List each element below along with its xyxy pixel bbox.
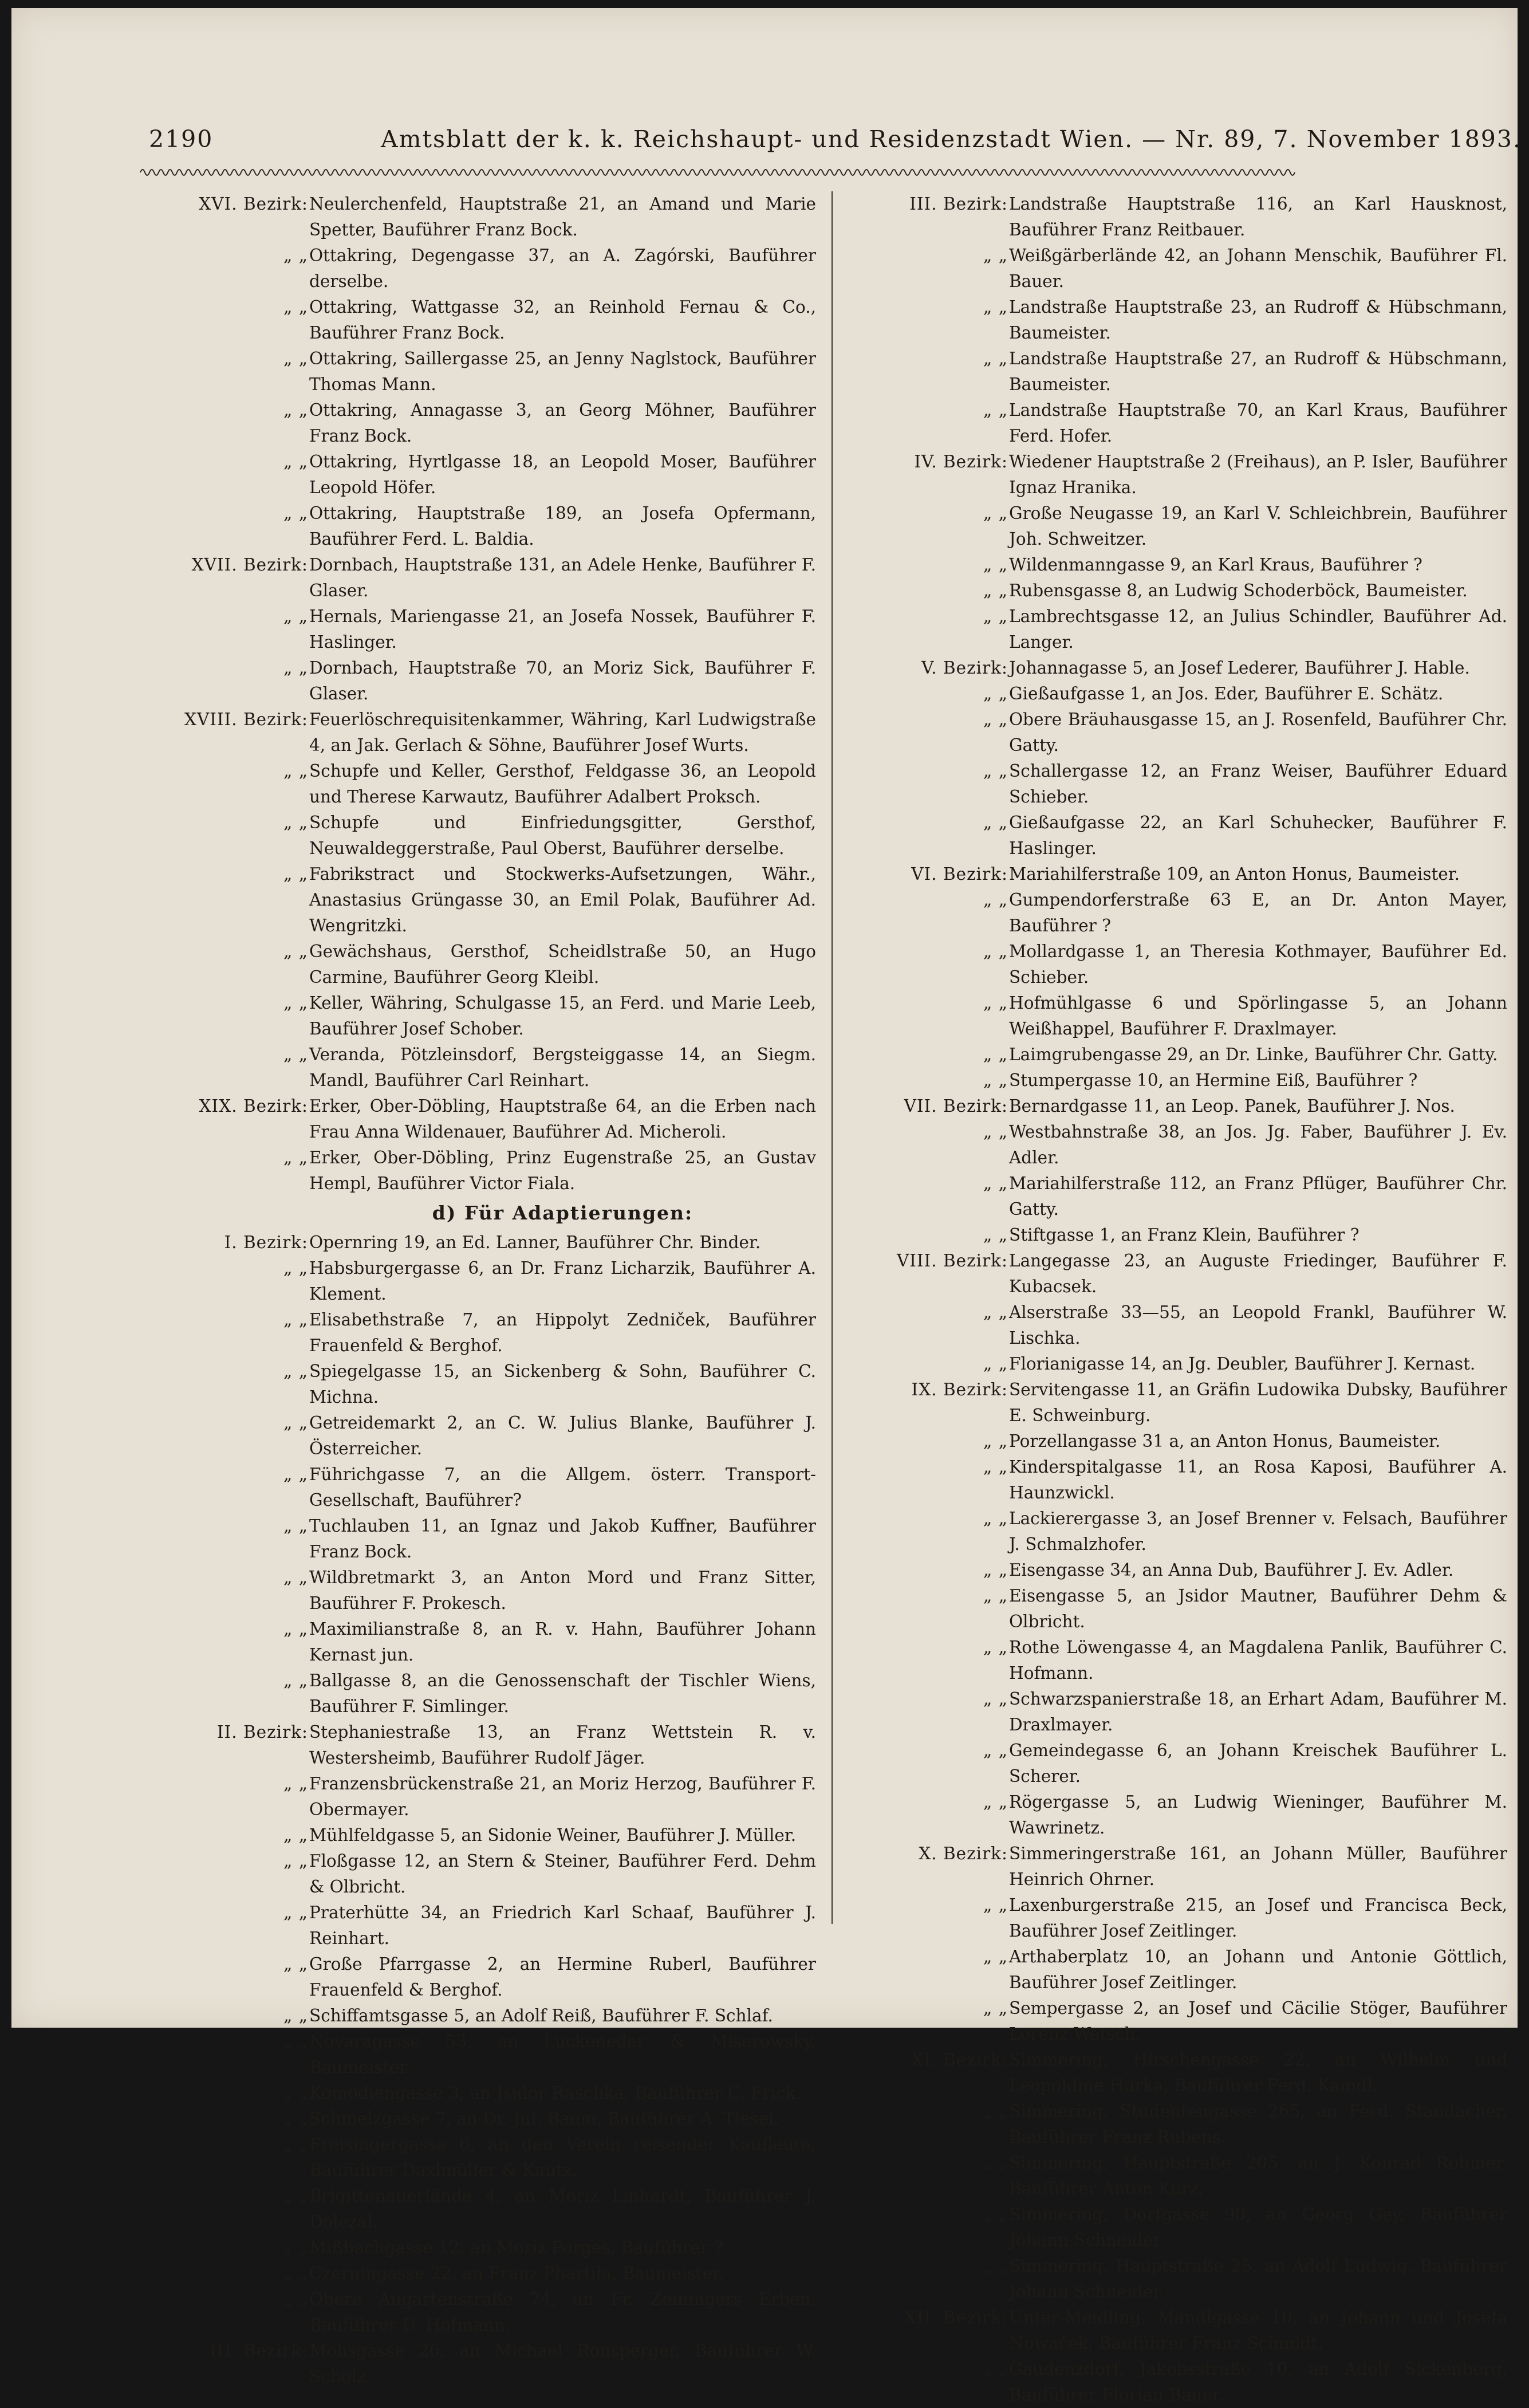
permit-entry (854, 191, 1507, 243)
permit-entry (854, 552, 1507, 578)
district-label: „ „ (983, 581, 1008, 600)
newspaper-page (11, 8, 1522, 2405)
permit-entry (155, 655, 816, 707)
entry-text: Gumpendorferstraße 63 E, an Dr. Anton Mayer, Bauführer ? (1009, 890, 1507, 935)
district-label: „ „ (283, 1851, 308, 1871)
entry-text: Landstraße Hauptstraße 27, an Rudroff & Hübschmann, Baumeister. (1009, 349, 1507, 394)
permit-entry (155, 2183, 816, 2235)
permit-entry (854, 398, 1507, 449)
permit-entry (854, 1377, 1507, 1429)
entry-text: Czerningasse 22, an Franz Phartila, Baumeister. (309, 2264, 724, 2283)
section-heading: d) Für Adaptierungen: (432, 1202, 693, 1224)
district-label: XI. Bezirk: (911, 2050, 1008, 2069)
district-label: „ „ (983, 1586, 1008, 1606)
permit-entry (155, 939, 816, 990)
district-label: „ „ (983, 2205, 1008, 2224)
permit-entry (155, 1951, 816, 2003)
district-label: I. Bezirk: (224, 1233, 308, 1252)
entry-text: Tuchlauben 11, an Ignaz und Jakob Kuffner, Bauführer Franz Bock. (309, 1516, 816, 1561)
district-label: „ „ (283, 1362, 308, 1381)
district-label: VIII. Bezirk: (896, 1251, 1008, 1270)
district-label: „ „ (983, 1071, 1008, 1090)
permit-entry (155, 1307, 816, 1359)
permit-entry (854, 1093, 1507, 1119)
district-label: „ „ (283, 1671, 308, 1690)
entry-text: Laxenburgerstraße 215, an Josef und Francisca Beck, Bauführer Josef Zeitlinger. (1009, 1895, 1507, 1941)
permit-entry (854, 2253, 1507, 2305)
permit-entry (155, 604, 816, 655)
district-label: „ „ (983, 2256, 1008, 2276)
entry-text: Gemeindegasse 6, an Johann Kreischek Bauführer L. Scherer. (1009, 1741, 1507, 1786)
permit-entry (155, 2261, 816, 2287)
page-header (149, 120, 1522, 160)
district-label: „ „ (983, 2359, 1008, 2379)
district-label: „ „ (983, 2153, 1008, 2173)
district-label: „ „ (983, 1303, 1008, 1322)
header-wavy-rule (140, 166, 1293, 179)
entry-text: Alserstraße 33—55, an Leopold Frankl, Bauführer W. Lischka. (1009, 1303, 1507, 1348)
permit-entry (854, 758, 1507, 810)
entry-text: Obere Bräuhausgasse 15, an J. Rosenfeld, Bauführer Chr. Gatty. (1009, 710, 1507, 755)
permit-entry (854, 1944, 1507, 1996)
entry-text: Schiffamtsgasse 5, an Adolf Reiß, Bauführer F. Schlaf. (309, 2006, 773, 2025)
entry-text: Floßgasse 12, an Stern & Steiner, Bauführer Ferd. Dehm & Olbricht. (309, 1851, 816, 1897)
entry-text: Mißbachgasse 12, an Moriz Porges, Bauführer ? (309, 2238, 723, 2257)
permit-entry (854, 1429, 1507, 1454)
permit-entry (854, 2150, 1507, 2202)
permit-entry (854, 1300, 1507, 1351)
permit-entry (155, 2235, 816, 2261)
entry-text: Lackierergasse 3, an Josef Brenner v. Felsach, Bauführer J. Schmalzhofer. (1009, 1509, 1507, 1554)
permit-entry (155, 1848, 816, 1900)
permit-entry (155, 861, 816, 939)
permit-entry (155, 1616, 816, 1668)
district-label: „ „ (283, 1310, 308, 1329)
entry-text: Westbahnstraße 38, an Jos. Jg. Faber, Bauführer J. Ev. Adler. (1009, 1122, 1507, 1167)
entry-text: Sempergasse 2, an Josef und Cäcilie Stöger, Bauführer Lorenz Wetsch. (1009, 1998, 1507, 2044)
entry-text: Habsburgergasse 6, an Dr. Franz Licharzik, Bauführer A. Klement. (309, 1258, 816, 1304)
district-label: „ „ (983, 1509, 1008, 1528)
district-label: „ „ (983, 1947, 1008, 1966)
district-label: VI. Bezirk: (911, 864, 1008, 884)
permit-entry (155, 1230, 816, 1256)
entry-text: Obere Augartenstraße 74, an Fr. Zeiningers Erben, Bauführer D. Hofmann. (309, 2289, 816, 2335)
entry-text: Johannagasse 5, an Josef Lederer, Bauführer J. Hable. (1009, 658, 1470, 678)
entry-text: Brigittenauerlände 4, an Moriz Linhardt, Bauführer J. Dolezal. (309, 2186, 816, 2232)
district-label: „ „ (283, 607, 308, 626)
district-label: „ „ (283, 2238, 308, 2257)
entry-text: Gewächshaus, Gersthof, Scheidlstraße 50, an Hugo Carmine, Bauführer Georg Kleibl. (309, 942, 816, 987)
district-label: „ „ (983, 1998, 1008, 2018)
entry-text: Landstraße Hauptstraße 70, an Karl Kraus, Bauführer Ferd. Hofer. (1009, 400, 1507, 446)
district-label: „ „ (283, 2264, 308, 2283)
district-label: „ „ (283, 2186, 308, 2206)
permit-entry (155, 990, 816, 1042)
entry-text: Langegasse 23, an Auguste Friedinger, Bauführer F. Kubacsek. (1009, 1251, 1507, 1296)
district-label: „ „ (983, 813, 1008, 832)
district-label: „ „ (283, 993, 308, 1013)
district-label: „ „ (283, 349, 308, 368)
entry-text: Weißgärberlände 42, an Johann Menschik, Bauführer Fl. Bauer. (1009, 246, 1507, 291)
entry-text: Simmering, Dorfgasse 90, an Georg Gey, Bauführer Johann Schneider. (1009, 2205, 1507, 2250)
entry-text: Ottakring, Degengasse 37, an A. Zagórski, Bauführer derselbe. (309, 246, 816, 291)
district-label: XIX. Bezirk: (199, 1096, 308, 1116)
entry-text: Landstraße Hauptstraße 116, an Karl Hausknost, Bauführer Franz Reitbauer. (1009, 194, 1507, 239)
permit-entry (155, 1256, 816, 1307)
entry-text: Ottakring, Hauptstraße 189, an Josefa Opfermann, Bauführer Ferd. L. Baldia. (309, 503, 816, 549)
district-label: „ „ (983, 1457, 1008, 1477)
district-label: „ „ (983, 710, 1008, 729)
entry-text: Simmeringerstraße 161, an Johann Müller, Bauführer Heinrich Ohrner. (1009, 1844, 1507, 1889)
entry-text: Schupfe und Einfriedungsgitter, Gersthof, Neuwaldeggerstraße, Paul Oberst, Bauführer derselbe. (309, 813, 816, 858)
district-label: „ „ (983, 1174, 1008, 1193)
entry-text: Landstraße Hauptstraße 23, an Rudroff & Hübschmann, Baumeister. (1009, 297, 1507, 343)
district-label: „ „ (283, 1954, 308, 1974)
entry-text: Ottakring, Hyrtlgasse 18, an Leopold Moser, Bauführer Leopold Höfer. (309, 452, 816, 497)
district-label: „ „ (983, 246, 1008, 265)
entry-text: Spiegelgasse 15, an Sickenberg & Sohn, Bauführer C. Michna. (309, 1362, 816, 1407)
permit-entry (854, 681, 1507, 707)
permit-entry (155, 1771, 816, 1823)
permit-entry (854, 1583, 1507, 1635)
district-label: „ „ (283, 1825, 308, 1845)
permit-entry (854, 604, 1507, 655)
district-label: „ „ (983, 297, 1008, 317)
district-label: „ „ (283, 761, 308, 781)
entry-text: Simmering, Hauptstraße 25, an Adolf Ludwig, Bauführer Johann Schneider. (1009, 2256, 1507, 2301)
permit-entry (854, 243, 1507, 294)
page-number: 2190 (149, 125, 214, 153)
permit-entry (854, 2305, 1507, 2356)
permit-entry (854, 294, 1507, 346)
entry-text: Ottakring, Saillergasse 25, an Jenny Naglstock, Bauführer Thomas Mann. (309, 349, 816, 394)
right-column (854, 191, 1507, 2408)
permit-entry (854, 1042, 1507, 1068)
entry-text: Simmering, Hirschengasse 22, an Wilhelm und Leopoldine Hurka, Bauführer Ferd. Kaindl. (1009, 2050, 1507, 2095)
permit-entry (854, 861, 1507, 887)
district-label: XII. Bezirk: (904, 2308, 1008, 2327)
district-label: „ „ (983, 349, 1008, 368)
entry-text: Florianigasse 14, an Jg. Deubler, Bauführer J. Kernast. (1009, 1354, 1476, 1374)
entry-text: Keller, Währing, Schulgasse 15, an Ferd. und Marie Leeb, Bauführer Josef Schober. (309, 993, 816, 1038)
permit-entry (854, 1351, 1507, 1377)
entry-text: Novaragasse 53, an Luckeneder & Miserowsky, Baumeister. (309, 2032, 816, 2077)
entry-text: Gießaufgasse 22, an Karl Schuhecker, Bauführer F. Haslinger. (1009, 813, 1507, 858)
entry-text: Hernals, Mariengasse 21, an Josefa Nossek, Bauführer F. Haslinger. (309, 607, 816, 652)
permit-entry (155, 346, 816, 398)
entry-text: Arthaberplatz 10, an Johann und Antonie Göttlich, Bauführer Josef Zeitlinger. (1009, 1947, 1507, 1992)
entry-text: Dornbach, Hauptstraße 131, an Adele Henke, Bauführer F. Glaser. (309, 555, 816, 600)
permit-entry (854, 939, 1507, 990)
district-label: „ „ (283, 1774, 308, 1793)
district-label: „ „ (283, 2083, 308, 2103)
district-label: „ „ (283, 2289, 308, 2309)
district-label: XVI. Bezirk: (199, 194, 308, 214)
district-label: „ „ (283, 1568, 308, 1587)
entry-text: Mariahilferstraße 109, an Anton Honus, Baumeister. (1009, 864, 1460, 884)
entry-text: Stiftgasse 1, an Franz Klein, Bauführer ? (1009, 1225, 1359, 1245)
entry-text: Eisengasse 5, an Jsidor Mautner, Bauführer Dehm & Olbricht. (1009, 1586, 1507, 1631)
entry-text: Freisingergasse 6, an den Verein reisender Kaufleute, Bauführer Daxlmüller & Kautz. (309, 2135, 816, 2180)
permit-entry (155, 707, 816, 758)
district-label: „ „ (983, 1045, 1008, 1064)
permit-entry (854, 1841, 1507, 1892)
permit-entry (854, 1686, 1507, 1738)
entry-text: Hofmühlgasse 6 und Spörlingasse 5, an Johann Weißhappel, Bauführer F. Draxlmayer. (1009, 993, 1507, 1038)
district-label: „ „ (983, 400, 1008, 420)
district-label: „ „ (283, 1148, 308, 1167)
permit-entry (155, 243, 816, 294)
permit-entry (155, 1410, 816, 1462)
entry-text: Mohsgasse 26, an Michael Ronsperger, Bauführer W. Scholz. (309, 2341, 816, 2386)
entry-text: Elisabethstraße 7, an Hippolyt Zedniček, Bauführer Frauenfeld & Berghof. (309, 1310, 816, 1355)
entry-text: Fabrikstract und Stockwerks-Aufsetzungen, Währ., Anastasius Grüngasse 30, an Emil Polak, Bauführer Ad. Wengritzki. (309, 864, 816, 935)
district-label: III. Bezirk: (909, 194, 1008, 214)
permit-entry (854, 1222, 1507, 1248)
entry-text: Stephaniestraße 13, an Franz Wettstein R. v. Westersheimb, Bauführer Rudolf Jäger. (309, 1722, 816, 1768)
permit-entry (854, 1789, 1507, 1841)
district-label: „ „ (983, 1689, 1008, 1709)
permit-entry (155, 1668, 816, 1720)
permit-entry (854, 501, 1507, 552)
district-label: „ „ (283, 452, 308, 471)
district-label: „ „ (283, 1258, 308, 1278)
permit-entry (854, 1068, 1507, 1093)
entry-text: Franzensbrückenstraße 21, an Moriz Herzog, Bauführer F. Obermayer. (309, 1774, 816, 1819)
permit-entry (854, 578, 1507, 604)
district-label: IX. Bezirk: (911, 1380, 1008, 1399)
permit-entry (155, 294, 816, 346)
district-label: „ „ (283, 2109, 308, 2128)
permit-entry (854, 1892, 1507, 1944)
entry-text: Mariahilferstraße 112, an Franz Pflüger, Bauführer Chr. Gatty. (1009, 1174, 1507, 1219)
district-label: „ „ (983, 942, 1008, 961)
entry-text: Rögergasse 5, an Ludwig Wieninger, Bauführer M. Wawrinetz. (1009, 1792, 1507, 1838)
permit-entry (155, 449, 816, 501)
entry-text: Wildbretmarkt 3, an Anton Mord und Franz Sitter, Bauführer F. Prokesch. (309, 1568, 816, 1613)
permit-entry (854, 655, 1507, 681)
permit-entry (854, 707, 1507, 758)
entry-text: Veranda, Pötzleinsdorf, Bergsteiggasse 14, an Siegm. Mandl, Bauführer Carl Reinhart. (309, 1045, 816, 1090)
district-label: „ „ (283, 942, 308, 961)
district-label: „ „ (283, 658, 308, 678)
permit-entry (155, 2132, 816, 2183)
permit-entry (854, 1557, 1507, 1583)
entry-text: Servitengasse 11, an Gräfin Ludowika Dubsky, Bauführer E. Schweinburg. (1009, 1380, 1507, 1425)
district-label: „ „ (283, 1045, 308, 1064)
permit-entry (854, 810, 1507, 861)
district-label: „ „ (983, 761, 1008, 781)
permit-entry (854, 2047, 1507, 2099)
permit-entry (155, 2287, 816, 2338)
entry-text: Getreidemarkt 2, an C. W. Julius Blanke, Bauführer J. Österreicher. (309, 1413, 816, 1458)
permit-entry (854, 990, 1507, 1042)
district-label: V. Bezirk: (921, 658, 1008, 678)
district-label: „ „ (983, 607, 1008, 626)
column-divider (832, 191, 833, 1924)
district-label: „ „ (283, 1903, 308, 1922)
district-label: „ „ (983, 1638, 1008, 1657)
entry-text: Erker, Ober-Döbling, Prinz Eugenstraße 25, an Gustav Hempl, Bauführer Victor Fiala. (309, 1148, 816, 1193)
entry-text: Mühlfeldgasse 5, an Sidonie Weiner, Bauführer J. Müller. (309, 1825, 797, 1845)
entry-text: Maximilianstraße 8, an R. v. Hahn, Bauführer Johann Kernast jun. (309, 1619, 816, 1665)
entry-text: Simmering, Studentengasse 265, an Ferd. Staudacher, Bauführer Franz Rubens. (1009, 2102, 1507, 2147)
entry-text: Große Neugasse 19, an Karl V. Schleichbrein, Bauführer Joh. Schweitzer. (1009, 503, 1507, 549)
entry-text: Feuerlöschrequisitenkammer, Währing, Karl Ludwigstraße 4, an Jak. Gerlach & Söhne, Bauführer Josef Wurts. (309, 710, 816, 755)
entry-text: Lambrechtsgasse 12, an Julius Schindler, Bauführer Ad. Langer. (1009, 607, 1507, 652)
district-label: „ „ (283, 1465, 308, 1484)
permit-entry (854, 1996, 1507, 2047)
permit-entry (155, 1513, 816, 1565)
district-label: „ „ (983, 1431, 1008, 1451)
left-column (155, 191, 816, 2390)
permit-entry (854, 2202, 1507, 2253)
permit-entry (155, 2080, 816, 2106)
permit-entry (155, 191, 816, 243)
district-label: „ „ (283, 864, 308, 884)
entry-text: Rothe Löwengasse 4, an Magdalena Panlik, Bauführer C. Hofmann. (1009, 1638, 1507, 1683)
district-label: III. Bezirk: (210, 2341, 308, 2360)
permit-entry (155, 1042, 816, 1093)
district-label: „ „ (283, 1413, 308, 1433)
district-label: IV. Bezirk: (914, 452, 1008, 471)
entry-text: Schwarzspanierstraße 18, an Erhart Adam, Bauführer M. Draxlmayer. (1009, 1689, 1507, 1734)
permit-entry (155, 552, 816, 604)
entry-text: Neulerchenfeld, Hauptstraße 21, an Amand und Marie Spetter, Bauführer Franz Bock. (309, 194, 816, 239)
district-label: „ „ (283, 1516, 308, 1536)
entry-text: Große Pfarrgasse 2, an Hermine Ruberl, Bauführer Frauenfeld & Berghof. (309, 1954, 816, 2000)
permit-entry (155, 2338, 816, 2390)
permit-entry (155, 1145, 816, 1197)
permit-entry (155, 1565, 816, 1616)
district-label: „ „ (283, 1619, 308, 1639)
permit-entry (155, 2003, 816, 2029)
entry-text: Ottakring, Wattgasse 32, an Reinhold Fernau & Co., Bauführer Franz Bock. (309, 297, 816, 343)
district-label: „ „ (283, 297, 308, 317)
entry-text: Stumpergasse 10, an Hermine Eiß, Bauführer ? (1009, 1071, 1418, 1090)
district-label: „ „ (283, 2135, 308, 2154)
entry-text: Dornbach, Hauptstraße 70, an Moriz Sick, Bauführer F. Glaser. (309, 658, 816, 703)
district-label: „ „ (983, 1895, 1008, 1915)
entry-text: Wildenmanngasse 9, an Karl Kraus, Bauführer ? (1009, 555, 1422, 575)
entry-text: Gaudenzdorf, Jakobsstraße 10, an Adolf Sickenberg, Bauführer Florian Bauer. (1009, 2359, 1507, 2405)
district-label: „ „ (983, 1741, 1008, 1760)
permit-entry (854, 1454, 1507, 1506)
permit-entry (854, 1635, 1507, 1686)
district-label: „ „ (283, 246, 308, 265)
district-label: „ „ (983, 503, 1008, 523)
permit-entry (854, 1171, 1507, 1222)
permit-entry (155, 501, 816, 552)
district-label: XVII. Bezirk: (191, 555, 308, 575)
district-label: „ „ (283, 2006, 308, 2025)
permit-entry (155, 810, 816, 861)
district-label: „ „ (983, 684, 1008, 703)
entry-text: Eisengasse 34, an Anna Dub, Bauführer J. Ev. Adler. (1009, 1560, 1454, 1580)
permit-entry (155, 1462, 816, 1513)
permit-entry (854, 346, 1507, 398)
permit-entry (854, 2356, 1507, 2408)
permit-entry (854, 1119, 1507, 1171)
permit-entry (155, 2106, 816, 2132)
entry-text: Schupfe und Keller, Gersthof, Feldgasse 36, an Leopold und Therese Karwautz, Bauführer Adalbert Proksch. (309, 761, 816, 806)
entry-text: Opernring 19, an Ed. Lanner, Bauführer Chr. Binder. (309, 1233, 761, 1252)
permit-entry (854, 887, 1507, 939)
permit-entry (854, 449, 1507, 501)
entry-text: Schallergasse 12, an Franz Weiser, Bauführer Eduard Schieber. (1009, 761, 1507, 806)
entry-text: Laimgrubengasse 29, an Dr. Linke, Bauführer Chr. Gatty. (1009, 1045, 1498, 1064)
entry-text: Kinderspitalgasse 11, an Rosa Kaposi, Bauführer A. Haunzwickl. (1009, 1457, 1507, 1502)
entry-text: Bernardgasse 11, an Leop. Panek, Bauführer J. Nos. (1009, 1096, 1455, 1116)
district-label: „ „ (983, 1122, 1008, 1142)
permit-entry (155, 1720, 816, 1771)
entry-text: Praterhütte 34, an Friedrich Karl Schaaf, Bauführer J. Reinhart. (309, 1903, 816, 1948)
permit-entry (155, 1823, 816, 1848)
permit-entry (854, 1506, 1507, 1557)
entry-text: Unter-Meidling, Mandlgasse 10, an Johann und Josefa Nowaček, Bauführer Franz Schmidt. (1009, 2308, 1507, 2353)
entry-text: Ballgasse 8, an die Genossenschaft der Tischler Wiens, Bauführer F. Simlinger. (309, 1671, 816, 1716)
entry-text: Erker, Ober-Döbling, Hauptstraße 64, an die Erben nach Frau Anna Wildenauer, Bauführer Ad. Micheroli. (309, 1096, 816, 1142)
entry-text: Mollardgasse 1, an Theresia Kothmayer, Bauführer Ed. Schieber. (1009, 942, 1507, 987)
district-label: „ „ (983, 1354, 1008, 1374)
district-label: „ „ (983, 555, 1008, 575)
permit-entry (854, 1248, 1507, 1300)
permit-entry (155, 758, 816, 810)
entry-text: Komödiengasse 3, an Jsidor Raschka, Bauführer C. Frick. (309, 2083, 801, 2103)
district-label: „ „ (283, 400, 308, 420)
entry-text: Ottakring, Annagasse 3, an Georg Möhner, Bauführer Franz Bock. (309, 400, 816, 446)
permit-entry (155, 1359, 816, 1410)
permit-entry (155, 1900, 816, 1951)
district-label: „ „ (283, 813, 308, 832)
district-label: „ „ (283, 2032, 308, 2051)
district-label: II. Bezirk: (216, 1722, 308, 1742)
district-label: X. Bezirk: (919, 1844, 1008, 1863)
entry-text: Rubensgasse 8, an Ludwig Schoderböck, Baumeister. (1009, 581, 1468, 600)
entry-text: Porzellangasse 31 a, an Anton Honus, Baumeister. (1009, 1431, 1441, 1451)
district-label: „ „ (983, 1225, 1008, 1245)
district-label: XVIII. Bezirk: (184, 710, 308, 729)
district-label: „ „ (983, 993, 1008, 1013)
permit-entry (155, 1093, 816, 1145)
district-label: „ „ (983, 1560, 1008, 1580)
district-label: „ „ (983, 2102, 1008, 2121)
district-label: „ „ (983, 890, 1008, 910)
permit-entry (155, 398, 816, 449)
entry-text: Schmelzgasse 7, an Dr. Jul. Baum, Bauführer A. Tiesel. (309, 2109, 779, 2128)
permit-entry (854, 2099, 1507, 2150)
permit-entry (155, 2029, 816, 2080)
entry-text: Wiedener Hauptstraße 2 (Freihaus), an P. Isler, Bauführer Ignaz Hranika. (1009, 452, 1507, 497)
district-label: „ „ (983, 1792, 1008, 1812)
entry-text: Gießaufgasse 1, an Jos. Eder, Bauführer E. Schätz. (1009, 684, 1444, 703)
entry-text: Führichgasse 7, an die Allgem. österr. Transport-Gesellschaft, Bauführer? (309, 1465, 816, 1510)
page-title: Amtsblatt der k. k. Reichshaupt- und Residenzstadt Wien. — Nr. 89, 7. November 1893. (381, 125, 1522, 153)
district-label: VII. Bezirk: (904, 1096, 1008, 1116)
entry-text: Simmering, Hauptstraße 205, an J. Konrad Rohmer, Bauführer Anton Kurz. (1009, 2153, 1507, 2198)
permit-entry (854, 1738, 1507, 1789)
district-label: „ „ (283, 503, 308, 523)
